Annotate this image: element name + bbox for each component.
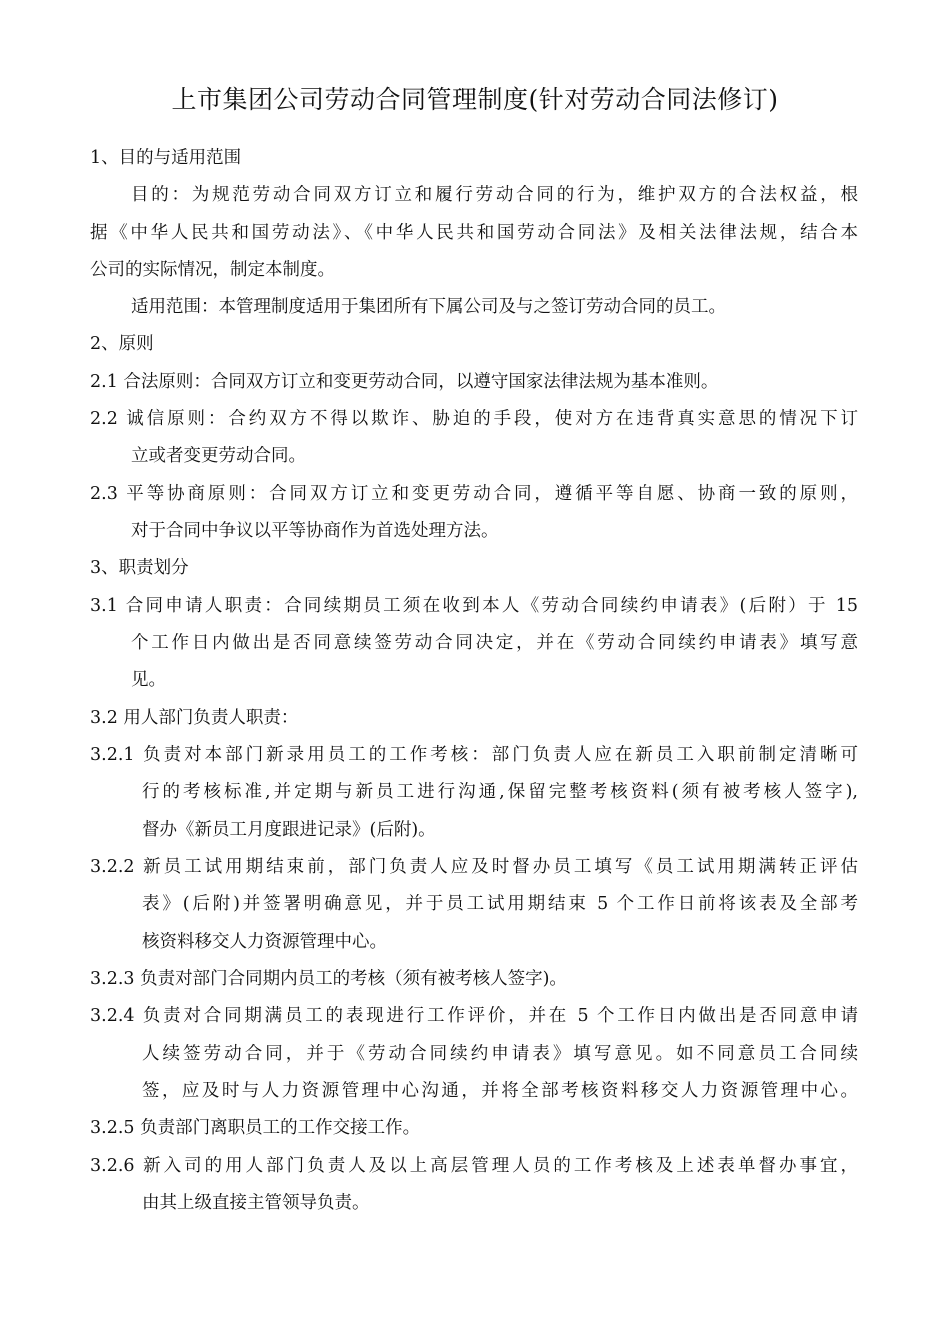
clause-continuation: 对于合同中争议以平等协商作为首选处理方法。 — [131, 521, 499, 541]
paragraph-line: 适用范围：本管理制度适用于集团所有下属公司及与之签订劳动合同的员工。 — [131, 297, 726, 317]
clause-line: 2.3 平等协商原则：合同双方订立和变更劳动合同，遵循平等自愿、协商一致的原则， — [90, 484, 858, 504]
section-heading: 1、目的与适用范围 — [90, 148, 242, 168]
clause-line: 3.1 合同申请人职责：合同续期员工须在收到本人《劳动合同续约申请表》(后附）于 15 — [90, 596, 858, 616]
paragraph-line: 据《中华人民共和国劳动法》、《中华人民共和国劳动合同法》及相关法律法规，结合本 — [90, 223, 858, 243]
clause-line: 3.2 用人部门负责人职责： — [90, 708, 299, 728]
clause-line: 3.2.1 负责对本部门新录用员工的工作考核：部门负责人应在新员工入职前制定清晰可 — [90, 745, 858, 765]
document-title: 上市集团公司劳动合同管理制度(针对劳动合同法修订) — [171, 85, 779, 114]
clause-continuation: 表》(后附)并签署明确意见，并于员工试用期结束 5 个工作日前将该表及全部考 — [142, 894, 858, 914]
clause-continuation: 人续签劳动合同，并于《劳动合同续约申请表》填写意见。如不同意员工合同续 — [142, 1044, 858, 1064]
clause-line: 2.2 诚信原则：合约双方不得以欺诈、胁迫的手段，使对方在违背真实意思的情况下订 — [90, 409, 858, 429]
clause-line: 3.2.2 新员工试用期结束前，部门负责人应及时督办员工填写《员工试用期满转正评估 — [90, 857, 858, 877]
clause-continuation: 见。 — [131, 670, 166, 690]
section-heading: 2、原则 — [90, 334, 154, 354]
clause-continuation: 由其上级直接主管领导负责。 — [142, 1193, 370, 1213]
clause-line: 3.2.4 负责对合同期满员工的表现进行工作评价，并在 5 个工作日内做出是否同意申请 — [90, 1006, 858, 1026]
paragraph-line: 目的：为规范劳动合同双方订立和履行劳动合同的行为，维护双方的合法权益，根 — [131, 185, 858, 205]
clause-line: 3.2.5 负责部门离职员工的工作交接工作。 — [90, 1118, 421, 1138]
clause-line: 2.1 合法原则：合同双方订立和变更劳动合同，以遵守国家法律法规为基本准则。 — [90, 372, 719, 392]
clause-continuation: 督办《新员工月度跟进记录》(后附)。 — [142, 820, 436, 840]
paragraph-line: 公司的实际情况，制定本制度。 — [90, 260, 335, 280]
clause-continuation: 核资料移交人力资源管理中心。 — [142, 932, 387, 952]
clause-continuation: 行的考核标准,并定期与新员工进行沟通,保留完整考核资料(须有被考核人签字), — [142, 782, 858, 802]
clause-continuation: 立或者变更劳动合同。 — [131, 446, 306, 466]
clause-continuation: 个工作日内做出是否同意续签劳动合同决定，并在《劳动合同续约申请表》填写意 — [131, 633, 858, 653]
clause-continuation: 签，应及时与人力资源管理中心沟通，并将全部考核资料移交人力资源管理中心。 — [142, 1081, 858, 1101]
section-heading: 3、职责划分 — [90, 558, 189, 578]
clause-line: 3.2.6 新入司的用人部门负责人及以上高层管理人员的工作考核及上述表单督办事宜， — [90, 1156, 858, 1176]
clause-line: 3.2.3 负责对部门合同期内员工的考核（须有被考核人签字)。 — [90, 969, 567, 989]
